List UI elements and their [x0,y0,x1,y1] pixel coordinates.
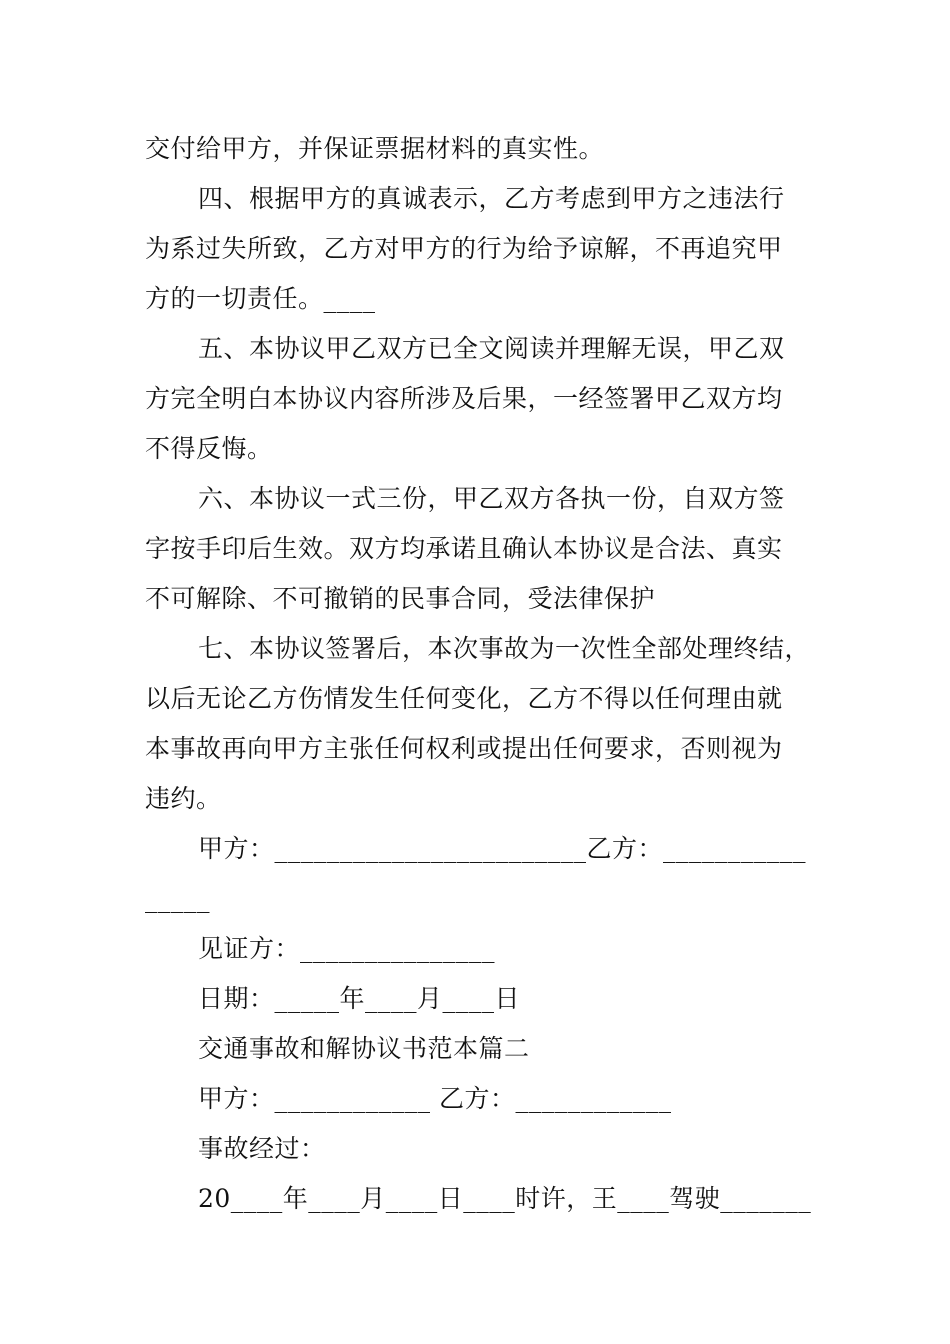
text-line: 为系过失所致，乙方对甲方的行为给予谅解，不再追究甲 [145,234,783,263]
signature-line-continuation: _____ [145,884,210,913]
text-line: 不可解除、不可撤销的民事合同，受法律保护 [145,584,656,613]
text-line: 交付给甲方，并保证票据材料的真实性。 [145,134,605,163]
text-line: 以后无论乙方伤情发生任何变化，乙方不得以任何理由就 [145,684,783,713]
parties-line: 甲方：____________ 乙方：____________ [198,1084,672,1113]
text-line: 不得反悔。 [145,434,273,463]
section-title: 交通事故和解协议书范本篇二 [198,1034,530,1063]
text-line: 违约。 [145,784,222,813]
text-line: 字按手印后生效。双方均承诺且确认本协议是合法、真实 [145,534,783,563]
accident-heading: 事故经过： [198,1134,326,1163]
signature-line-parties: 甲方：________________________乙方：___________ [198,834,807,863]
paragraph-7-start: 七、本协议签署后，本次事故为一次性全部处理终结， [198,634,811,663]
paragraph-6-start: 六、本协议一式三份，甲乙双方各执一份，自双方签 [198,484,785,513]
date-line: 日期：_____年____月____日 [198,984,521,1013]
text-line: 方的一切责任。____ [145,284,376,313]
accident-detail-line: 20____年____月____日____时许，王____驾驶_______ [198,1184,812,1213]
paragraph-4-start: 四、根据甲方的真诚表示，乙方考虑到甲方之违法行 [198,184,785,213]
paragraph-5-start: 五、本协议甲乙双方已全文阅读并理解无误，甲乙双 [198,334,785,363]
text-line: 方完全明白本协议内容所涉及后果，一经签署甲乙双方均 [145,384,783,413]
text-line: 本事故再向甲方主张任何权利或提出任何要求，否则视为 [145,734,783,763]
witness-line: 见证方：_______________ [198,934,496,963]
